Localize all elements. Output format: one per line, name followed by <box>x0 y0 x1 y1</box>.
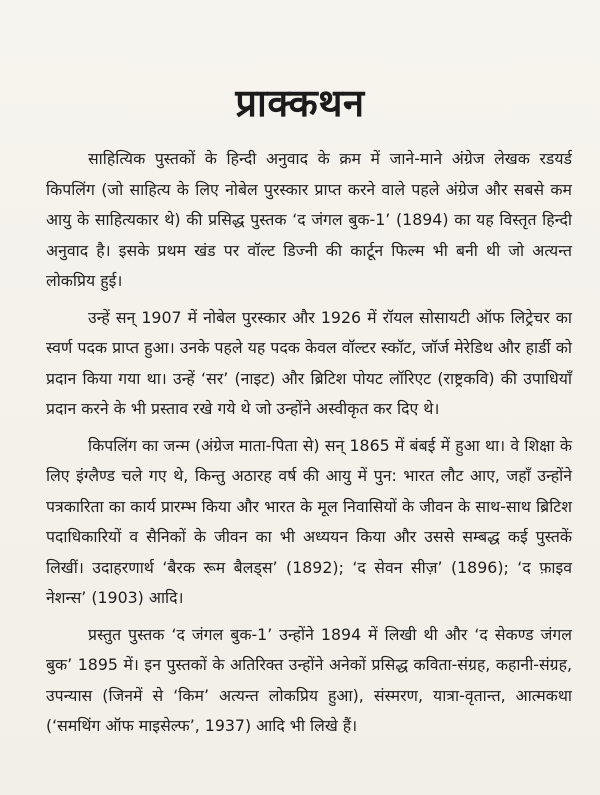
paragraph-3: किपलिंग का जन्म (अंग्रेज माता-पिता से) सन् 1865 में बंबई में हुआ था। वे शिक्षा के लिए इंग्लैण्ड चले गए थे, किन्तु अठारह वर्ष की आयु में पुन: भारत लौट आए, जहाँ उन्होंने पत्रकारिता का कार्य प्रारम्भ किया और भारत के मूल निवासियों के जीवन के साथ-साथ ब्रिटिश पदाधिकारियों व सैनिकों के जीवन का भी अध्ययन किया और उससे सम्बद्ध कई पुस्तकें लिखीं। उदाहरणार्थ ‘बैरक रूम बैलड्स’ (1892); ‘द सेवन सीज़’ (1896); ‘द फ़ाइव नेशन्स’ (1903) आदि। <box>46 435 572 607</box>
paragraph-1: साहित्यिक पुस्तकों के हिन्दी अनुवाद के क्रम में जाने-माने अंग्रेज लेखक रडयर्ड किपलिंग (जो साहित्य के लिए नोबेल पुरस्कार प्राप्त करने वाले पहले अंग्रेज और सबसे कम आयु के साहित्यकार थे) की प्रसिद्ध पुस्तक ‘द जंगल बुक-1’ (1894) का यह विस्तृत हिन्दी अनुवाद है। इसके प्रथम खंड पर वॉल्ट डिज्नी की कार्टून फिल्म भी बनी थी जो अत्यन्त लोकप्रिय हुई। <box>46 149 572 290</box>
paragraph-2: उन्हें सन् 1907 में नोबेल पुरस्कार और 1926 में रॉयल सोसायटी ऑफ लिट्रेचर का स्वर्ण पदक प्राप्त हुआ। उनके पहले यह पदक केवल वॉल्टर स्कॉट, जॉर्ज मेरेडिथ और हार्डी को प्रदान किया गया था। उन्हें ‘सर’ (नाइट) और ब्रिटिश पोयट लॉरिएट (राष्ट्रकवि) की उपाधियाँ प्रदान करने के भी प्रस्ताव रखे गये थे जो उन्होंने अस्वीकृत कर दिए थे। <box>46 307 572 418</box>
page-title: प्राक्कथन <box>235 81 365 125</box>
body-text <box>46 144 572 748</box>
paragraph-4: प्रस्तुत पुस्तक ‘द जंगल बुक-1’ उन्होंने 1894 में लिखी थी और ‘द सेकण्ड जंगल बुक’ 1895 में। इन पुस्तकों के अतिरिक्त उन्होंने अनेकों प्रसिद्ध कविता-संग्रह, कहानी-संग्रह, उपन्यास (जिनमें से ‘किम’ अत्यन्त लोकप्रिय हुआ), संस्मरण, यात्रा-वृतान्त, आत्मकथा (‘समथिंग ऑफ माइसेल्फ’, 1937) आदि भी लिखे हैं। <box>46 624 572 735</box>
